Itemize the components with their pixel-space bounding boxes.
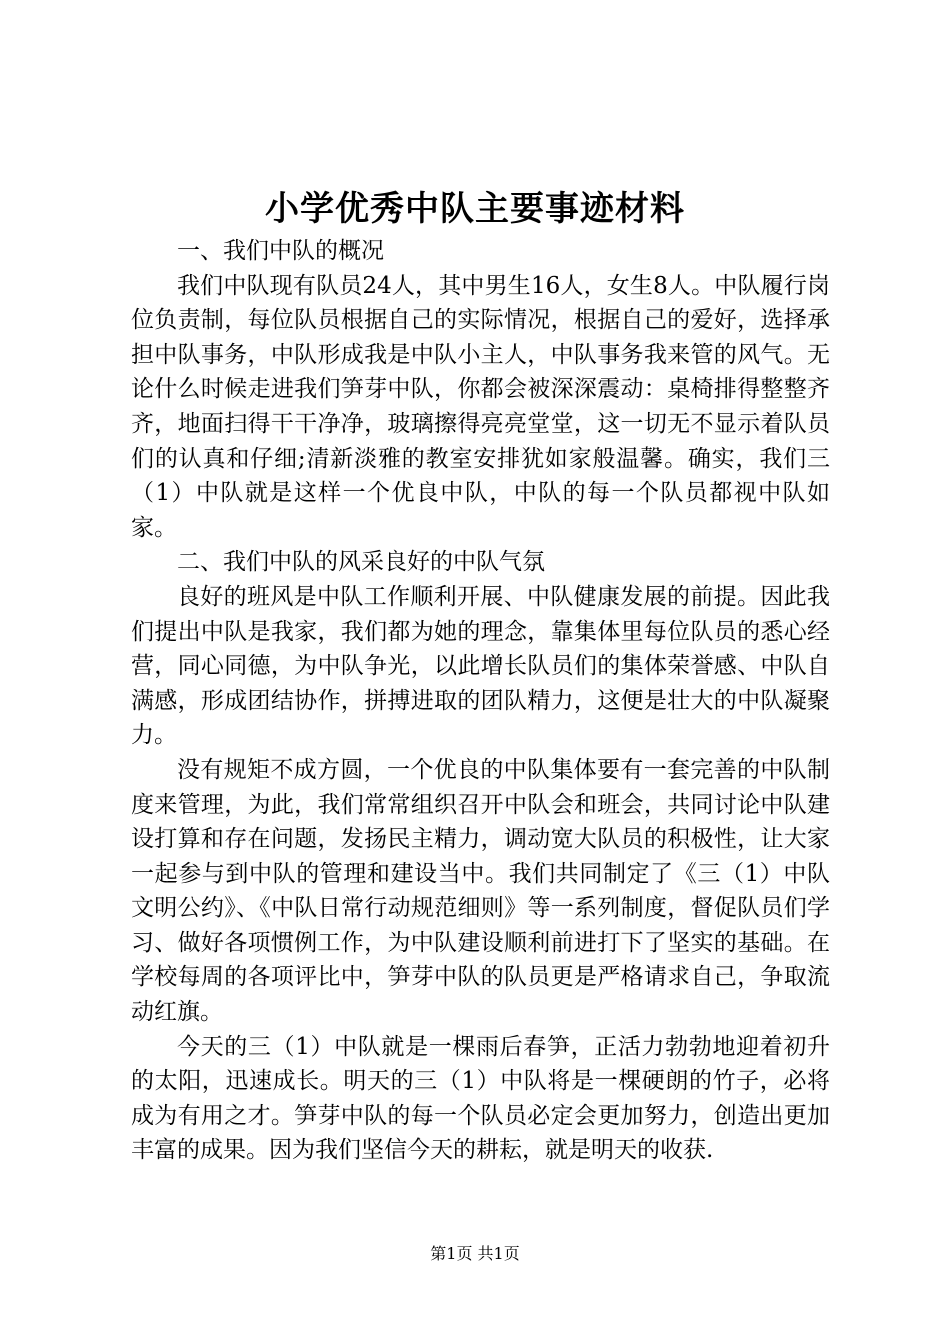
section-heading-overview: 一、我们中队的概况 (177, 238, 384, 264)
paragraph-rules: 没有规矩不成方圆，一个优良的中队集体要有一套完善的中队制度来管理，为此，我们常常组织召开中队会和班会，共同讨论中队建设打算和存在问题，发扬民主精力，调动宽大队员的积极性，让大家一起参与到中队的管理和建设当中。我们共同制定了《三（1）中队文明公约》、《中队日常行动规范细则》等一系列制度，督促队员们学习、做好各项惯例工作，为中队建设顺利前进打下了坚实的基础。在学校每周的各项评比中，笋芽中队的队员更是严格请求自己，争取流动红旗。 (131, 756, 830, 1026)
paragraph-future: 今天的三（1）中队就是一棵雨后春笋，正活力勃勃地迎着初升的太阳，迅速成长。明天的三（1）中队将是一棵硬朗的竹子，必将成为有用之才。笋芽中队的每一个队员必定会更加努力，创造出更加丰富的成果。因为我们坚信今天的耕耘，就是明天的收获. (131, 1033, 830, 1164)
document-body (131, 234, 830, 1168)
document-title: 小学优秀中队主要事迹材料 (265, 189, 685, 229)
paragraph-overview: 我们中队现有队员24人，其中男生16人，女生8人。中队履行岗位负责制，每位队员根据自己的实际情况，根据自己的爱好，选择承担中队事务，中队形成我是中队小主人，中队事务我来管的风气。无论什么时候走进我们笋芽中队，你都会被深深震动：桌椅排得整整齐齐，地面扫得干干净净，玻璃擦得亮亮堂堂，这一切无不显示着队员们的认真和仔细;清新淡雅的教室安排犹如家般温馨。确实，我们三（1）中队就是这样一个优良中队，中队的每一个队员都视中队如家。 (131, 272, 830, 541)
page-footer: 第1页 共1页 (430, 1244, 520, 1263)
paragraph-class-spirit: 良好的班风是中队工作顺利开展、中队健康发展的前提。因此我们提出中队是我家，我们都为她的理念，靠集体里每位队员的悉心经营，同心同德，为中队争光，以此增长队员们的集体荣誉感、中队自满感，形成团结协作，拼搏进取的团队精力，这便是壮大的中队凝聚力。 (131, 583, 830, 749)
section-heading-style: 二、我们中队的风采良好的中队气氛 (177, 549, 545, 576)
